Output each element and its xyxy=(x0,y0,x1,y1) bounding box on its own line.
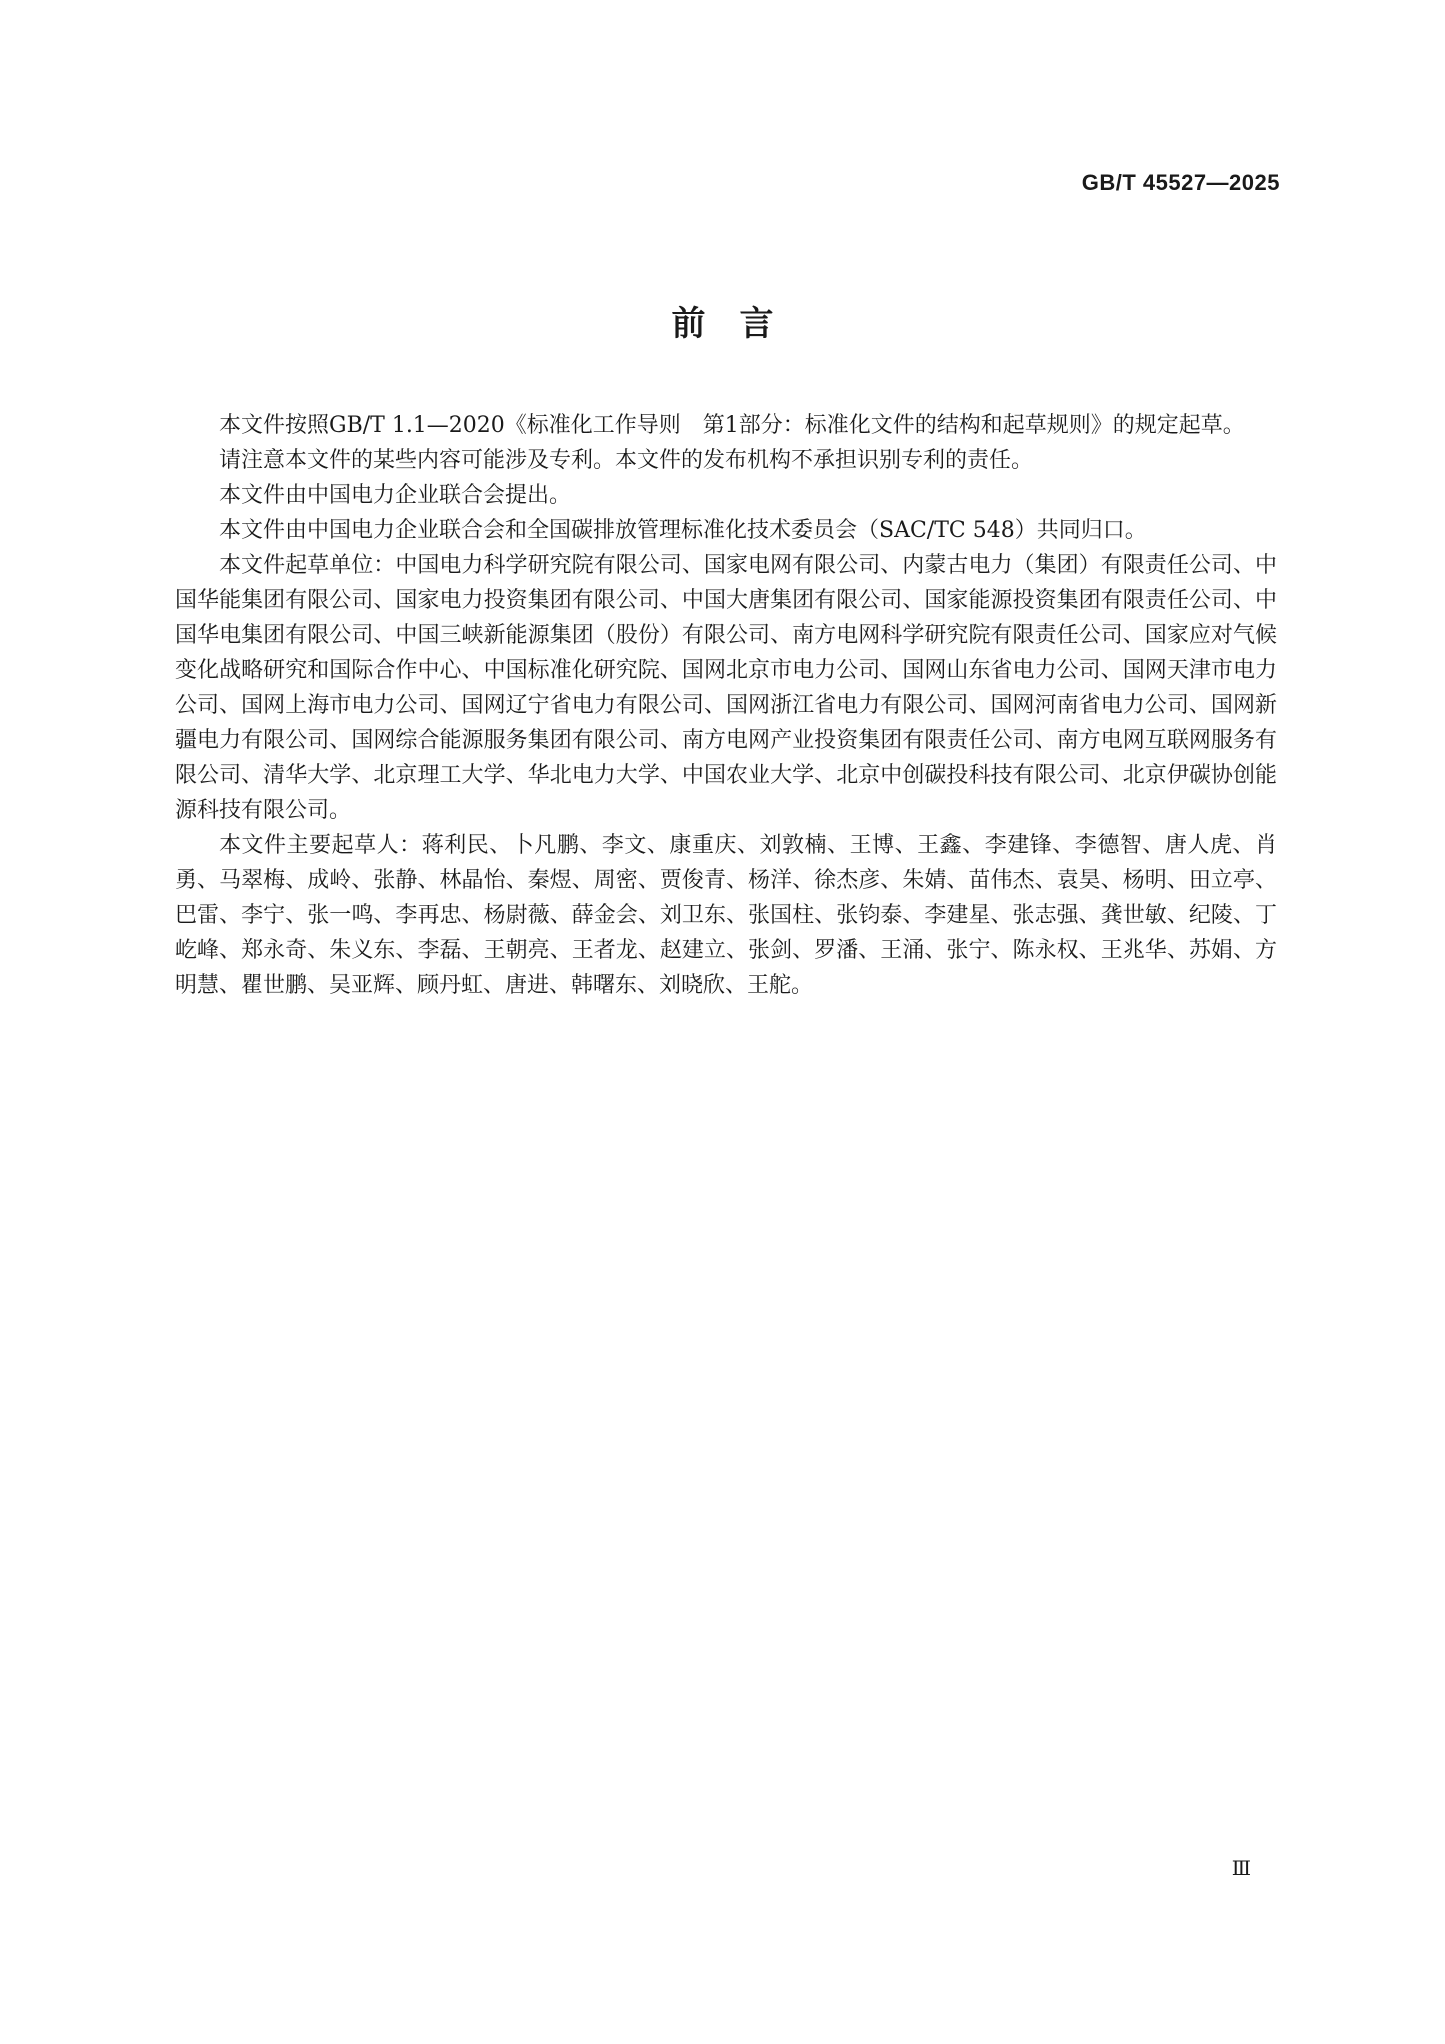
paragraph-proposer: 本文件由中国电力企业联合会提出。 xyxy=(219,483,572,508)
paragraph-drafting-units: 本文件起草单位：中国电力科学研究院有限公司、国家电网有限公司、内蒙古电力（集团）有限责任公司、中国华能集团有限公司、国家电力投资集团有限公司、中国大唐集团有限公司、国家能源投资集团有限责任公司、中国华电集团有限公司、中国三峡新能源集团（股份）有限公司、南方电网科学研究院有限责任公司、国家应对气候变化战略研究和国际合作中心、中国标准化研究院、国网北京市电力公司、国网山东省电力公司、国网天津市电力公司、国网上海市电力公司、国网辽宁省电力有限公司、国网浙江省电力有限公司、国网河南省电力公司、国网新疆电力有限公司、国网综合能源服务集团有限公司、南方电网产业投资集团有限责任公司、南方电网互联网服务有限公司、清华大学、北京理工大学、华北电力大学、中国农业大学、北京中创碳投科技有限公司、北京伊碳协创能源科技有限公司。 xyxy=(175,553,1277,823)
paragraph-patent-notice: 请注意本文件的某些内容可能涉及专利。本文件的发布机构不承担识别专利的责任。 xyxy=(219,448,1034,473)
paragraph-drafting-rules: 本文件按照GB/T 1.1—2020《标准化工作导则 第1部分：标准化文件的结构和起草规则》的规定起草。 xyxy=(219,413,1245,438)
paragraph-drafters: 本文件主要起草人：蒋利民、卜凡鹏、李文、康重庆、刘敦楠、王博、王鑫、李建锋、李德智、唐人虎、肖勇、马翠梅、成岭、张静、林晶怡、秦煜、周密、贾俊青、杨洋、徐杰彦、朱婧、苗伟杰、袁昊、杨明、田立亭、巴雷、李宁、张一鸣、李再忠、杨尉薇、薛金会、刘卫东、张国柱、张钧泰、李建星、张志强、龚世敏、纪陵、丁屹峰、郑永奇、朱义东、李磊、王朝亮、王者龙、赵建立、张剑、罗潘、王涌、张宁、陈永权、王兆华、苏娟、方明慧、瞿世鹏、吴亚辉、顾丹虹、唐进、韩曙东、刘晓欣、王舵。 xyxy=(175,833,1277,998)
paragraph-centralized-unit: 本文件由中国电力企业联合会和全国碳排放管理标准化技术委员会（SAC/TC 548）共同归口。 xyxy=(219,518,1147,543)
page-title: 前 言 xyxy=(671,304,774,344)
standard-code: GB/T 45527—2025 xyxy=(1081,170,1280,195)
page-number: Ⅲ xyxy=(1231,1856,1251,1880)
preface-body xyxy=(175,408,1277,1003)
